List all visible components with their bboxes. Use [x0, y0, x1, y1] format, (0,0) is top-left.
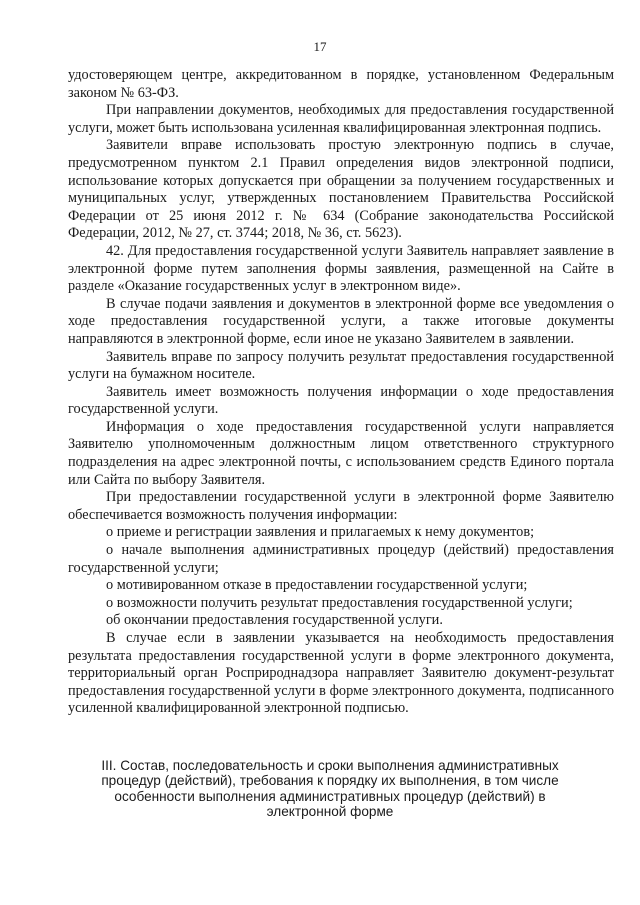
paragraph: удостоверяющем центре, аккредитованном в порядке, установленном Федеральным законом № 63-ФЗ.	[68, 67, 614, 101]
list-item: об окончании предоставления государственной услуги.	[106, 612, 443, 629]
list-item: о начале выполнения административных процедур (действий) предоставления государственной услуги;	[68, 542, 614, 576]
section-heading: III. Состав, последовательность и сроки выполнения административных процедур (действий), требования к порядку их выполнения, в том числе особенности выполнения административных процедур (действий) в электронной форме	[101, 758, 559, 820]
list-item: о приеме и регистрации заявления и прилагаемых к нему документов;	[106, 524, 535, 541]
page-number: 17	[313, 39, 327, 54]
list-item: о возможности получить результат предоставления государственной услуги;	[106, 594, 573, 611]
paragraph: Информация о ходе предоставления государственной услуги направляется Заявителю уполномоченным должностным лицом ответственного структурного подразделения на адрес электронной почты, с использованием средств Единого портала или Сайта по выбору Заявителя.	[68, 418, 614, 488]
paragraph: При предоставлении государственной услуги в электронной форме Заявителю обеспечивается возможность получения информации:	[68, 489, 614, 523]
paragraph: 42. Для предоставления государственной услуги Заявитель направляет заявление в электронной форме путем заполнения формы заявления, размещенной на Сайте в разделе «Оказание государственных услуг в электронном виде».	[68, 242, 614, 295]
paragraph: В случае если в заявлении указывается на необходимость предоставления результата предоставления государственной услуги в форме электронного документа, территориальный орган Росприроднадзора направляет Заявителю документ-результат предоставления государственной услуги в форме электронного документа, подписанного усиленной квалифицированной электронной подписью.	[68, 630, 614, 717]
list-item: о мотивированном отказе в предоставлении государственной услуги;	[106, 577, 528, 594]
paragraph: Заявитель вправе по запросу получить результат предоставления государственной услуги на бумажном носителе.	[68, 348, 614, 383]
paragraph: При направлении документов, необходимых для предоставления государственной услуги, может быть использована усиленная квалифицированная электронная подпись.	[68, 102, 614, 136]
paragraph: В случае подачи заявления и документов в электронной форме все уведомления о ходе предоставления государственной услуги, а также итоговые документы направляются в электронной форме, если иное не указано Заявителем в заявлении.	[68, 295, 614, 347]
body-text	[68, 67, 614, 718]
paragraph: Заявитель имеет возможность получения информации о ходе предоставления государственной услуги.	[68, 383, 614, 418]
paragraph: Заявители вправе использовать простую электронную подпись в случае, предусмотренном пунктом 2.1 Правил определения видов электронной подписи, использование которых допускается при обращении за получением государственных и муниципальных услуг, утвержденных постановлением Правительства Российской Федерации от 25 июня 2012 г. № 634 (Собрание законодательства Российской Федерации, 2012, № 27, ст. 3744; 2018, № 36, ст. 5623).	[68, 137, 614, 242]
